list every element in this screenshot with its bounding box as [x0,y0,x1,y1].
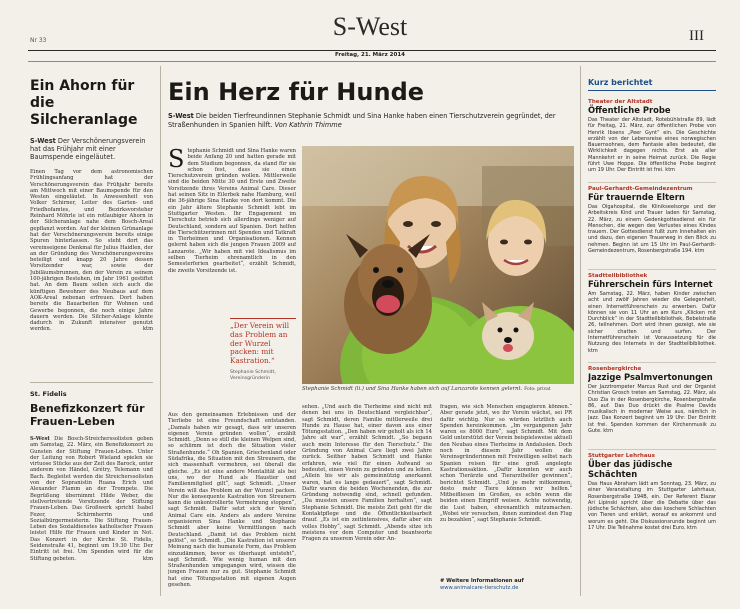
brief-kicker: Theater der Altstadt [588,99,653,105]
fidelis-body-text: Die Bosch-Streicherssolisten geben am Samstag, 22. März, ein Benefizkonzert zu Gunsten der Stiftung Frauen-Leben. Unter der Leitung von Robert Wieland spielen sie virtuose Stücke aus der Zeit des Barock, unter anderem von Händel, Grétry, Telemann und Bach. Begleitet werden die Streicherssolisten von der Sopranistin Ruana Erich und Alexander Flamm an der Trompete. Die Begrüßung übernimmt Hilde Weber, die stellvertretende Vorsitzende der Stiftung Frauen-Leben. Das Großwerk spricht Isabel Fezer, Schirmherrin und Sozialbürgermeisterin. Die Stiftung Frauen-Leben des Sozialdienstes katholischer Frauen leistet Hilfe für Frauen und Kinder in Not. Das Konzert in der Kirche St. Fidelis, Seidenstraße 41, beginnt um 19.30 Uhr. Der Eintritt ist frei. Um Spenden wird für die Stiftung gebeten. [30,436,153,562]
fidelis-headline-line1: Benefizkonzert für [30,402,145,415]
brief-body-text: Das Haus Abraham lädt am Sonntag, 23. März, zu einer Veranstaltung im Stuttgarter Lehrhaus, Rosenbergstraße 194B, ein. Der Referent Elazar Ari Lipinski spricht über die Debatte über das jüdische Schächten, also das koschere Schlachten von Tieren und erklärt, worauf es ankommt und worum es geht. Die Diskussionsrunde beginnt um 17 Uhr. Die Teilnahme kostet drei Euro. [588,481,716,532]
fidelis-kicker: St. Fidelis [30,390,67,398]
masthead-rule [28,50,716,51]
info-box [440,578,572,591]
info-label: # Weitere Informationen auf [440,578,524,584]
ahorn-lead-text: Der Verschönerungsverein hat das Frühjahr mit einer Baumspende eingeläutet. [30,137,146,161]
brief-byline: ktm [603,428,613,435]
column-separator-right [580,66,581,596]
pull-quote-attribution: Stephanie Schmidt, Vereinsgründerin [230,369,276,381]
article-dek-text: Die beiden Tierfreundinnen Stephanie Schmidt und Sina Hanke haben einen Tierschutzverein gegründet, der Straßenhunden in Spanien hilft. [168,112,556,129]
ahorn-headline-line2: die Silcheranlage [30,95,138,128]
brief-body [588,204,716,261]
left-column [30,64,153,594]
news-brief-sidebar [588,66,716,594]
article-col3-text: sehen. „Und auch die Tierheime sind nicht mit denen bei uns in Deutschland vergleichbar“, sagt Schmidt, deren Familie mittlerweile drei Hunde zu Hause hat, einer davon aus einer Tötungsstation. „Den haben wir geholt als ich 14 Jahre alt war“, erzählt Schmidt. „So begann auch mein Interesse für den Tierschutz.“ Die Gründung von Animal Care liegt zwei Jahre zurück. Seither haben Schmidt und Hanke erfahren, wie viel für einen Aufwand so bedeutet, einen Verein zu gründen und zu leiten. „Allein bis wir als gemeinnützig anerkannt waren, hat es lange gedauert“, sagt Schmidt. Dafür waren die beiden Wochenenden, die zur Gründung notwendig sind, schnell gefunden. „Da mussten unsere Familien herhalten“, sagt Stephanie Schmidt. Die meiste Zeit geht für die Kontaktpflege und die Öffentlichkeitsarbeit drauf. „Es ist ein zeitintensives, dafür aber ein volles Hobby“, sagt Schmidt. „Abends sitze ich meistens vor dem Computer und beantworte Fragen zu unserem Verein oder An- [302,404,432,543]
brief-byline: ktm [665,167,676,174]
brief-kicker: Stadtteilbibliothek [588,273,648,279]
ahorn-body-text: Einen Tag vor dem astronomischen Frühlingsanfang hat der Verschönerungsverein das Frühjahr bereits am Mittwoch mit einer Baumspende für den Westen eingeläutet. In Anwesenheit von Volker Schirner, Leiter des Garten- und Friedhofamtes, und Bezirksvorsteher Reinhard Möhrle ist ein rotlaubiger Ahorn in der Silcheranlage nahe dem Bosch-Areal gepflanzt worden. Auf der kleinen Grünanlage hat der Verschönerungsverein bereits einige Spuren hinterlassen. So steht dort das vereinseigene Denkmal für Julius Haidlen, der an der Gründung des Verschönerungsvereins beteiligt und knapp 20 Jahre dessen Vorsitzender war, sowie der Jubiläumsbrunnen, den der Verein zu seinem 100-jährigen Bestehen, im Jahr 1961 gestiftet hat. An dem Baum sollen sich auch die künftigen Bewohner des Neubaus auf dem AOK-Areal nebenan erfreuen. Dort haben bereits die Bauarbeiten für Wohnen und Gewerbe begonnen, die noch einige Jahre dauern werden. Die Silcher-Anlage könnte dadurch in Zukunft intensiver genutzt werden. [30,169,153,333]
brief-item [588,449,716,538]
column-separator-left [160,66,161,596]
article-dek [168,112,564,129]
photo-caption-text: Stephanie Schmidt (li.) und Sina Hanke haben sich auf Lanzarote kennen gelernt. [302,386,523,392]
ahorn-headline-line1: Ein Ahorn für [30,78,135,94]
article-col2-text: Aus den gemeinsamen Erlebnissen und der Tierliebe ist eine Freundschaft entstanden. „Damals haben wir gesagt, dass wir unseren eigenen Verein gründen wollen“, erzählt Schmidt. „Denn so still die kleinen Welpen sind, so schlimm ist doch die Situation vieler Straßenhunde.“ Oh Spanien, Griechenland oder Südafrika, die Situation mit den Streunern, die sich massenhaft vermehren, sei überall die gleiche. „Es ist eine andere Mentalität als bei uns, wo der Hund als Haustier und Familienmitglied gilt“, sagt Schmidt. „Unser Verein will das Problem an der Wurzel packen. Nur die konsequente Kastration von Streunern kann die unkontrollierte Vermehrung stoppen“, sagt Schmidt. Dafür setzt sich der Verein Animal Care ein. Anders als andere Vereine organisieren Sina Hanke und Stephanie Schmidt aber keine Vermittlungen nach Deutschland. „Damit ist das Problem nicht gelöst“, so Schmidt. „Die Kastration ist unserer Meinung nach die humanste Form, das Problem einzudämmen, bevor es überhaupt entsteht“, sagt Schmidt. Wie wenig human mit den Straßenhunden umgegangen wird, wissen die jungen Frauen nur zu gut. Stephanie Schmidt hat eine Tötungsstation mit eigenen Augen gesehen. [168,412,296,589]
article-dek-source: S-West [168,112,194,120]
left-divider [30,382,153,383]
brief-headline: Jazzige Psalmvertonungen [588,372,713,382]
brief-body [588,384,716,441]
brief-body-text: Am Samstag, 22. März, haben Kinder zwischen acht und zwölf Jahren wieder die Gelegenheit, einen Internetführerschein zu erwerben. Dafür können sie von 11 Uhr an am Kurs „Klicken mit Durchblick“ in der Stadtteilbibliothek, Bebelstraße 26, teilnehmen. Dort wird ihnen gezeigt, wie sie sicher chatten und surfen. Der Internetführerschein ist Voraussetzung für die Nutzung des Internets in der Stadtteilbibliothek. [588,291,716,348]
page-number: Nr 33 [30,37,47,44]
brief-body [588,481,716,538]
brief-item [588,99,716,174]
photo-caption [302,386,574,394]
article-column-4 [440,404,572,574]
date-rule [28,61,716,62]
article-col1-text: tephanie Schmidt und Sina Hanke waren beide Anfang 20 und hatten gerade mit dem Studium begonnen, da stand für sie schon fest, dass sie einen Tierschutzverein gründen wollen. Mittlerweile sind die beiden Mitte 30 und Erste und Zweite Vorsitzende ihres Vereins Animal Care. Dieser hat seinen Sitz in Eilerbek nahe Hamburg, weil die 36-jährige Sina Hanke von dort kommt. Die ein Jahr ältere Stephanie Schmidt lebt im Stuttgarter Westen. Ihr Engagement im Tierschutz betrieb sich allerdings weniger auf Deutschland, sondern auf Spanien. Dort helfen die Tierschützerinnen mit Spenden und Tatkraft in Tierheimen und Organisationen. Kennen gelernt haben sich die jungen Frauen 2009 auf Lanzarote. „Wir haben mit viel Idealismus im selben Tierheim ehrenamtlich in den Semesterferien gearbeitet“, erzählt Schmidt, die zweite Vorsitzende ist. [168,148,296,274]
ahorn-body [30,169,153,397]
article-photo [302,146,574,384]
fidelis-headline-line2: Frauen-Leben [30,415,115,428]
brief-kicker: Paul-Gerhardt-Gemeindezentrum [588,186,693,192]
brief-headline: Für trauernde Eltern [588,192,685,202]
info-url-link[interactable]: www.animalcare-tierschutz.de [440,584,519,591]
brief-headline: Über das jüdische Schächten [588,459,673,479]
brief-item [588,362,716,441]
article-headline: Ein Herz für Hunde [168,78,425,106]
article-column-2 [168,412,296,592]
photo-credit: Foto: privat [524,387,551,392]
brief-body [588,117,716,174]
section-title: S-West [332,12,408,41]
sidebar-header: Kurz berichtet [588,66,716,91]
dogs-and-women-photo [302,146,574,384]
fidelis-body [30,436,153,590]
article-author: Von Kathrin Thimme [274,120,342,129]
brief-body-text: Der Jazztrompeter Marcus Rust und der Organist Christian Grosch treten am Samstag, 22. März, als Duo Zia in der Rosenbergkirche, Rosenbergstraße 86, auf. Das Duo drückt die Psalme Davids musikalisch in moderner Weise aus, nämlich in Jazz. Das Konzert beginnt um 19 Uhr. Der Eintritt ist frei. Spenden kommen der Kirchenmusik zu Gute. [588,384,716,435]
fidelis-headline [30,402,145,428]
drop-cap: S [168,148,185,173]
brief-byline: ktm [694,248,705,255]
fidelis-source: S-West [30,436,50,442]
brief-headline: Öffentliche Probe [588,105,671,115]
brief-body-text: Das Theater der Altstadt, Rotebühlstraße 89, lädt für Freitag, 21. März, zur öffentlichen Probe von Henrik Ibsens „Peer Gynt“ ein. Die Geschichte erzählt von der Lebensreise eines norwegischen Bauernsohnes, dem Fantasie alles bedeutet, die Wirklichkeit dagegen nichts. Erst als aller Mannkehrt er in seine Heimat zurück. Die Regie führt Uwe Hoppe. Die öffentliche Probe beginnt um 19 Uhr. Der Eintritt ist frei. [588,117,716,174]
pull-quote [230,318,296,408]
ahorn-lead [30,137,153,161]
brief-kicker: Stuttgarter Lehrhaus [588,453,655,459]
brief-headline: Führerschein fürs Internet [588,279,713,289]
ahorn-headline [30,78,153,129]
brief-item [588,269,716,354]
brief-byline: ktm [687,525,697,532]
article-column-3 [302,404,432,592]
ahorn-lead-source: S-West [30,137,56,145]
pull-quote-text: „Der Verein will das Problem an der Wurzel packen: mit Kastration.“ [230,321,290,366]
brief-kicker: Rosenbergkirche [588,366,642,372]
issue-date: Freitag, 21. März 2014 [335,52,405,58]
fidelis-byline: ktm [142,555,153,562]
brief-body-text: Das Olgahospital, die Klinikseelsorge und der Arbeitskreis Kind und Trauer laden für Samstag, 22. März, zu einem Gedenkgottesdienst ein für Menschen, die wegen des Verlustes eines Kindes trauern. Der Gottesdienst fußt zum Innehalten ein und dazu, den eigenen Trauerweg in den Blick zu nehmen. Beginn ist um 15 Uhr im Paul-Gerhardt-Gemeindezentrum, Rosenbergstraße 194. [588,204,716,255]
ahorn-byline: ktm [142,326,153,333]
part-number: III [689,28,704,44]
brief-body [588,291,716,354]
brief-item [588,182,716,261]
brief-byline: ktm [588,347,598,354]
article-col4-text: fragen, wie sich Menschen engagieren können.“ Aber gerade jetzt, wo ihr Verein wächst, sei PR dafür wichtig. Nur so würden letztlich auch Spenden hereinkommen. „Im vergangenen Jahr waren es 8000 Euro“, sagt Schmidt. Mit dem Geld unterstützt der Verein beispielsweise aktuell den Neubau eines Tierheims in Andalusien. Doch noch in diesem Jahr wollen die Vereinsgründerinnen mit Freiwilligen selbst nach Spanien reisen für eine groß angelegte Kastrationsaktion. „Dafür konnten wir auch schon Tierärzte und Tierarzthelfer gewinnen“, berichtet Schmidt. „Und je mehr mitkommen, desto mehr Tiere können wir helfen.“ Mitbeifliesen im Großen, es schön wenn die beiden einen Eingriff weisen. Achte notwendig, die Lust haben, ehrenamtlich mitzumachen. „Wobei wir versuchen, ihnen zumindest den Flug zu bezahlen“, sagt Stephanie Schmidt. [440,404,572,524]
